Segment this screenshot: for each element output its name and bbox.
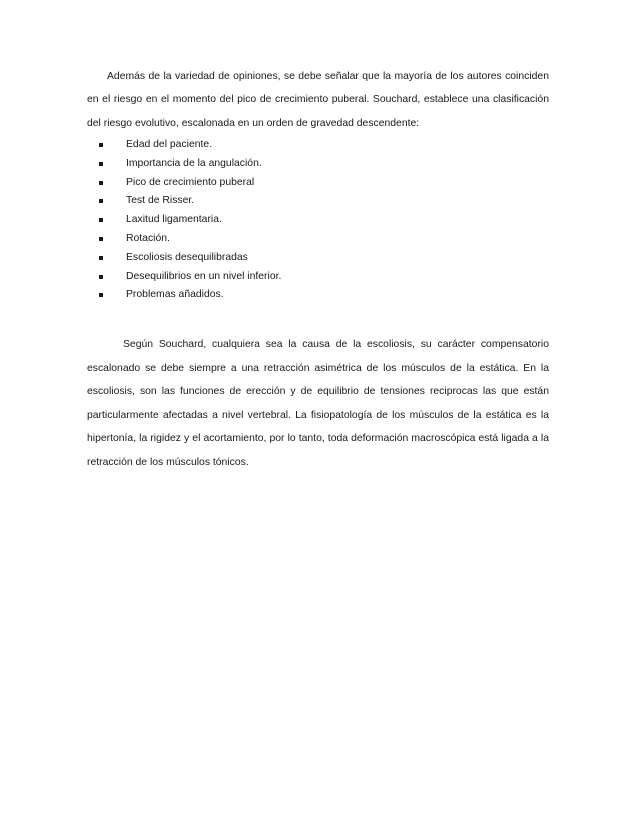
list-item xyxy=(99,249,281,268)
list-item xyxy=(99,174,281,193)
square-bullet-icon xyxy=(99,199,103,203)
list-item-text: Importancia de la angulación. xyxy=(126,157,262,169)
square-bullet-icon xyxy=(99,181,103,185)
list-item xyxy=(99,230,281,249)
list-item xyxy=(99,136,281,155)
square-bullet-icon xyxy=(99,218,103,222)
square-bullet-icon xyxy=(99,162,103,166)
list-item-text: Pico de crecimiento puberal xyxy=(126,176,255,188)
list-item xyxy=(99,268,281,287)
square-bullet-icon xyxy=(99,275,103,279)
list-item-text: Escoliosis desequilibradas xyxy=(126,251,248,263)
paragraph-intro: Además de la variedad de opiniones, se debe señalar que la mayoría de los autores coinciden en el riesgo en el momento del pico de crecimiento puberal. Souchard, establece una clasificación del riesgo evolutivo, escalonada en un orden de gravedad descendente: xyxy=(87,71,549,129)
square-bullet-icon xyxy=(99,237,103,241)
square-bullet-icon xyxy=(99,143,103,147)
list-item-text: Desequilibrios en un nivel inferior. xyxy=(126,270,282,282)
list-item-text: Laxitud ligamentaria. xyxy=(126,214,222,226)
list-item-text: Test de Risser. xyxy=(126,195,195,207)
list-item-text: Rotación. xyxy=(126,232,170,244)
square-bullet-icon xyxy=(99,256,103,260)
list-item xyxy=(99,155,281,174)
list-item xyxy=(99,192,281,211)
list-item-text: Edad del paciente. xyxy=(126,139,213,150)
paragraph-souchard: Según Souchard, cualquiera sea la causa de la escoliosis, su carácter compensatorio escalonado se debe siempre a una retracción asimétrica de los músculos de la estática. En la escoliosis, son las funciones de erección y de equilibrio de tensiones reciprocas las que están particularmente afectadas a nivel vertebral. La fisiopatología de los músculos de la estática es la hipertonía, la rigidez y el acortamiento, por lo tanto, toda deformación macroscópica está ligada a la retracción de los músculos tónicos. xyxy=(87,339,549,468)
list-item xyxy=(99,211,281,230)
list-item-text: Problemas añadidos. xyxy=(126,289,224,301)
square-bullet-icon xyxy=(99,293,103,297)
risk-factor-list xyxy=(99,136,281,305)
list-item xyxy=(99,286,281,305)
